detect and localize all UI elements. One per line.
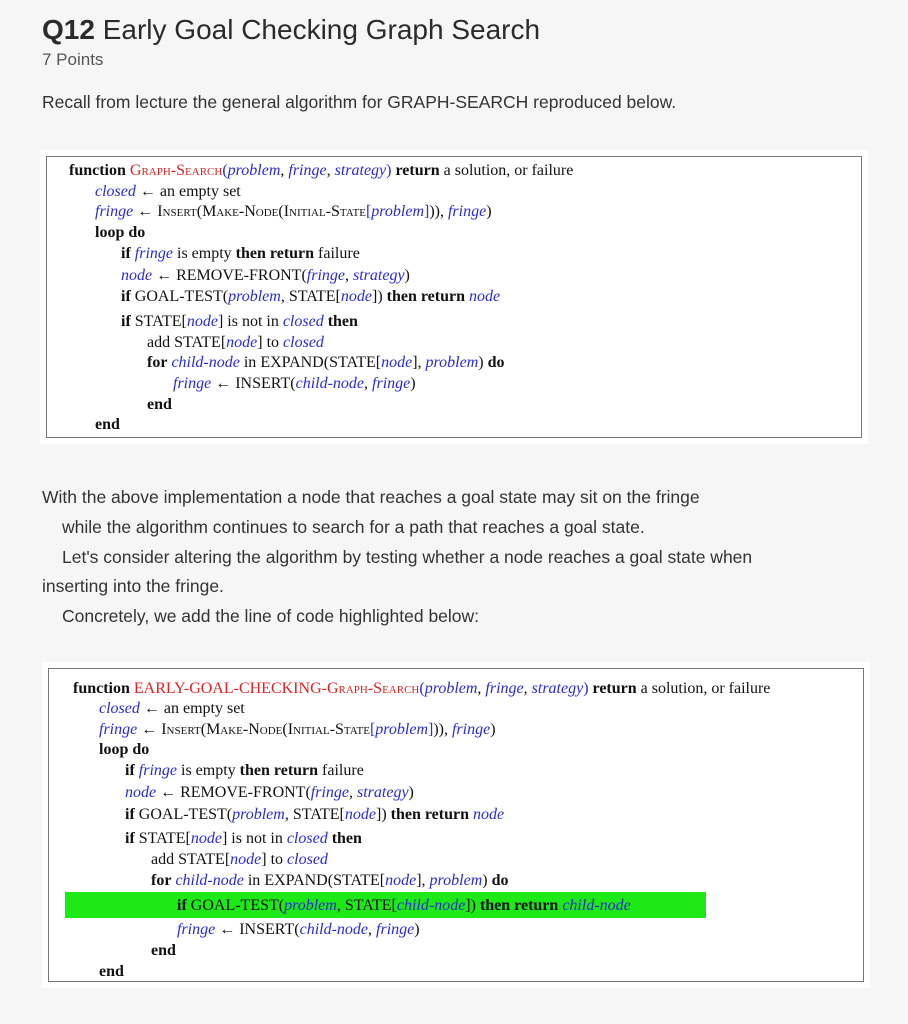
early-goal-checking-algorithm: function EARLY-GOAL-CHECKING-Graph-Search(problem, fringe, strategy) return a solution, or failure closed ← an empty set fringe ← Insert(Make-Node(Initial-State[problem])), fringe) loop do if fringe is empty then return failure node ← REMOVE-FRONT(fringe, strategy) if GOAL-TEST(problem, STATE[node]) then return node if STATE[node] is not in closed then add STATE[node] to closed for child-node in EXPAND(STATE[node], problem) do if GOAL-TEST(problem, STATE[child-node]) then return child-node fringe ← INSERT(child-node, fringe) end end: [42, 662, 870, 988]
para-line-1: With the above implementation a node that reaches a goal state may sit on the fringe: [42, 487, 700, 507]
para-line-5: Concretely, we add the line of code highlighted below:: [62, 606, 480, 626]
graph-search-algorithm: function Graph-Search(problem, fringe, strategy) return a solution, or failure closed ← an empty set fringe ← Insert(Make-Node(Initial-State[problem])), fringe) loop do if fringe is empty then return failure node ← REMOVE-FRONT(fringe, strategy) if GOAL-TEST(problem, STATE[node]) then return node if STATE[node] is not in closed then add STATE[node] to closed for child-node in EXPAND(STATE[node], problem) do fringe ← INSERT(child-node, fringe) end end: [40, 150, 868, 444]
para-line-4: inserting into the fringe.: [42, 576, 224, 596]
early-goal-test-line: if GOAL-TEST(problem, STATE[child-node]) then return child-node: [177, 897, 631, 914]
question-title: [42, 14, 540, 46]
question-points: 7 Points: [42, 50, 104, 69]
question-number: Q12: [42, 14, 95, 45]
question-header: [42, 14, 540, 70]
intro-text: Recall from lecture the general algorithm for GRAPH-SEARCH reproduced below.: [42, 92, 677, 112]
question-title-text: Early Goal Checking Graph Search: [102, 14, 541, 45]
para-line-3: Let's consider altering the algorithm by testing whether a node reaches a goal state when: [62, 547, 753, 567]
para-line-2: while the algorithm continues to search for a path that reaches a goal state.: [62, 517, 645, 537]
